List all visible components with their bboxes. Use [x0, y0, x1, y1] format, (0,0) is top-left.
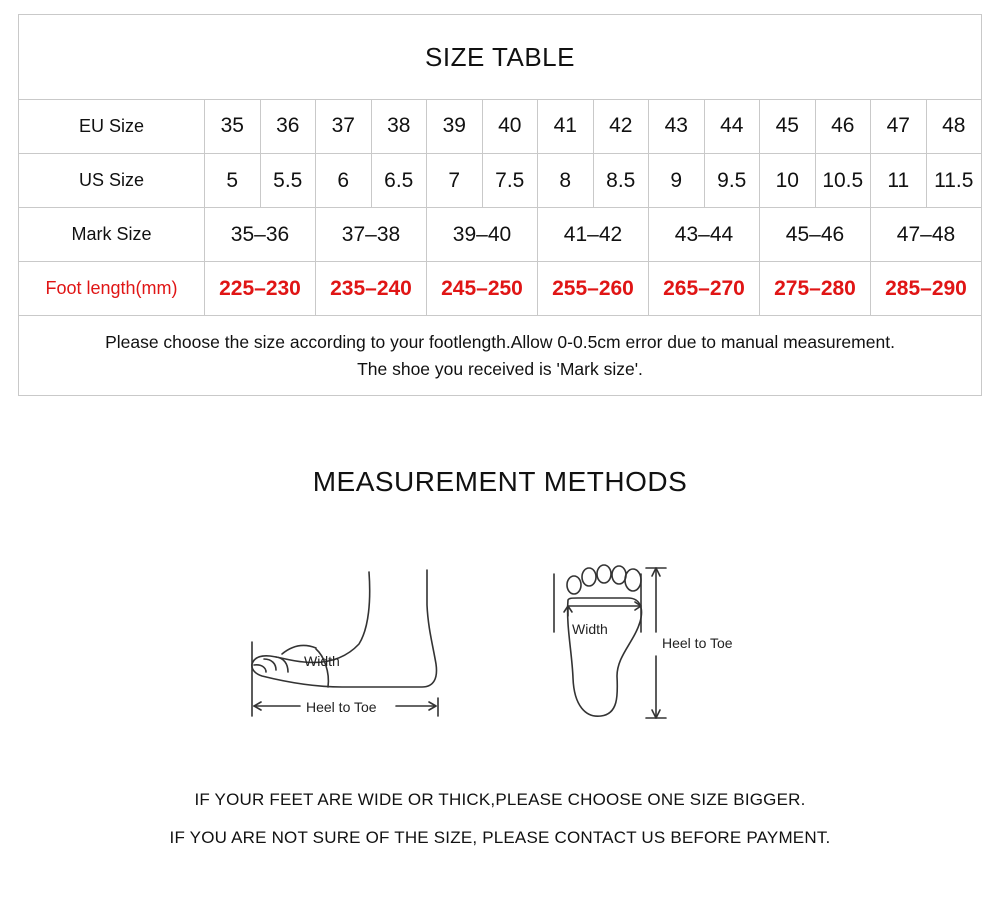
table-cell: 45–46 — [760, 208, 871, 261]
table-cell: 43–44 — [649, 208, 760, 261]
table-cell: 44 — [705, 99, 761, 153]
measurement-title: MEASUREMENT METHODS — [312, 466, 688, 497]
table-cell: 265–270 — [649, 262, 760, 315]
tip-contact: IF YOU ARE NOT SURE OF THE SIZE, PLEASE CONTACT US BEFORE PAYMENT. — [169, 828, 831, 847]
table-cell: 285–290 — [885, 276, 967, 300]
table-cell: 275–280 — [760, 262, 871, 315]
size-table-title: SIZE TABLE — [19, 15, 981, 100]
sole-width-label: Width — [572, 621, 608, 637]
table-cell: 6.5 — [372, 154, 428, 207]
table-cell: 235–240 — [316, 262, 427, 315]
eu-size-row — [19, 99, 981, 154]
table-cell: 8.5 — [594, 154, 650, 207]
table-cell: 45 — [760, 99, 816, 153]
table-cell: 35 — [205, 99, 261, 153]
size-table — [18, 14, 982, 396]
table-cell: 43 — [649, 99, 705, 153]
table-cell: 38 — [372, 99, 428, 153]
table-cell: 10.5 — [816, 154, 872, 207]
table-cell: 46 — [816, 99, 872, 153]
row-label: Foot length(mm) — [19, 262, 205, 315]
table-cell: 47–48 — [896, 222, 956, 246]
table-cell: 41 — [538, 99, 594, 153]
measurement-diagram — [232, 560, 772, 730]
foot-length-row — [19, 262, 981, 316]
table-cell: 7 — [427, 154, 483, 207]
mark-size-row — [19, 208, 981, 262]
table-cell: 5 — [205, 154, 261, 207]
row-label: Mark Size — [19, 208, 205, 261]
table-cell: 9.5 — [705, 154, 761, 207]
side-length-label: Heel to Toe — [306, 699, 377, 715]
table-cell: 48 — [942, 114, 966, 137]
table-cell: 9 — [649, 154, 705, 207]
row-label: US Size — [19, 154, 205, 207]
table-cell: 255–260 — [538, 262, 649, 315]
us-size-row — [19, 154, 981, 208]
tip-wide-feet: IF YOUR FEET ARE WIDE OR THICK,PLEASE CHOOSE ONE SIZE BIGGER. — [194, 790, 806, 809]
table-cell: 6 — [316, 154, 372, 207]
size-note-line1: Please choose the size according to your footlength.Allow 0-0.5cm error due to manual measurement. — [105, 331, 895, 352]
table-cell: 5.5 — [261, 154, 317, 207]
table-cell: 11 — [871, 154, 927, 207]
table-cell: 7.5 — [483, 154, 539, 207]
table-cell: 10 — [760, 154, 816, 207]
table-cell: 42 — [594, 99, 650, 153]
table-cell: 35–36 — [205, 208, 316, 261]
table-cell: 225–230 — [205, 262, 316, 315]
table-cell: 39 — [427, 99, 483, 153]
table-cell: 37–38 — [316, 208, 427, 261]
size-note — [19, 316, 981, 395]
table-cell: 47 — [871, 99, 927, 153]
table-cell: 11.5 — [934, 168, 974, 192]
table-cell: 36 — [261, 99, 317, 153]
foot-side-icon — [252, 570, 438, 716]
table-cell: 39–40 — [427, 208, 538, 261]
sole-length-label: Heel to Toe — [662, 635, 733, 651]
table-cell: 37 — [316, 99, 372, 153]
size-note-line2: The shoe you received is 'Mark size'. — [357, 358, 643, 379]
row-label: EU Size — [19, 99, 205, 153]
table-cell: 41–42 — [538, 208, 649, 261]
side-width-label: Width — [304, 653, 340, 669]
table-cell: 8 — [538, 154, 594, 207]
foot-sole-icon — [554, 565, 666, 718]
table-cell: 245–250 — [427, 262, 538, 315]
table-cell: 40 — [483, 99, 539, 153]
